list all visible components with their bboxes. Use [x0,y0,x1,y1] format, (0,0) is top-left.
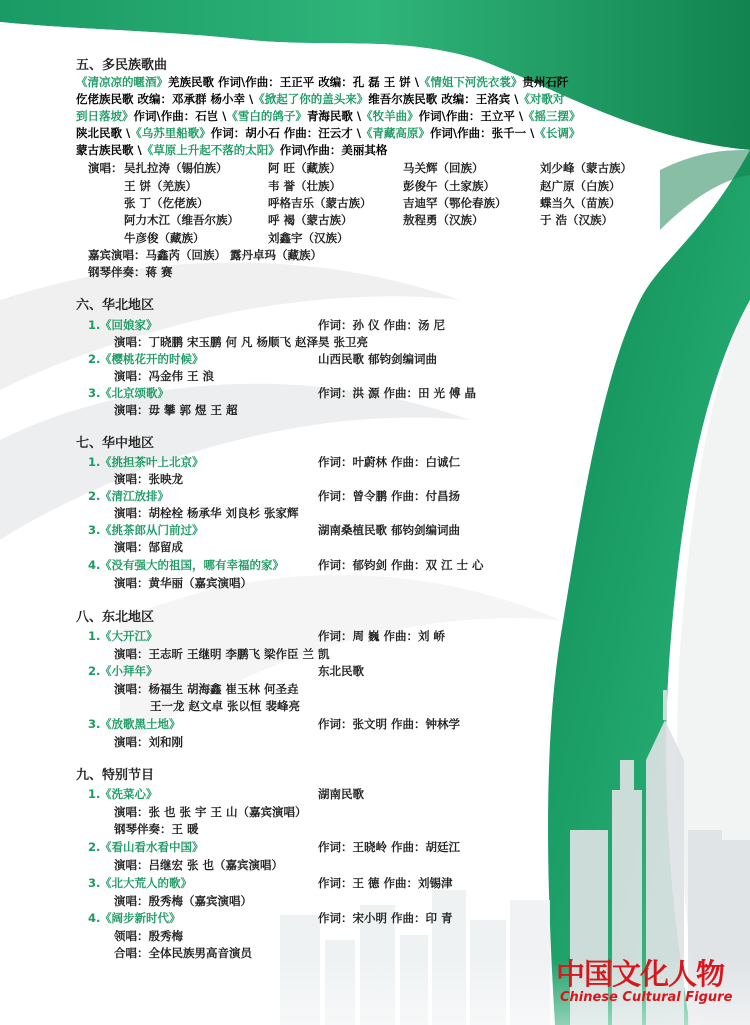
song-credit: 作词：曾令鹏 作曲：付昌扬 [318,489,461,503]
item-number: 3. [88,386,101,400]
singer: 吉迪罕（鄂伦春族） [403,196,507,210]
song-title: 《小拜年》 [100,664,158,678]
song-title: 《看山看水看中国》 [100,840,204,854]
section-title-7: 七、华中地区 [76,436,155,451]
sec5-para-line-5: 蒙古族民歌 \《草原上升起不落的太阳》作词\作曲：美丽其格 [76,143,388,157]
singer: 马关辉（回族） [403,161,484,175]
singer: 阿 旺（藏族） [268,161,342,175]
song-title: 《北京颂歌》 [100,386,169,400]
song-singers: 演唱：吕继宏 张 也（嘉宾演唱） [114,858,284,872]
chorus: 合唱：全体民族男高音演员 [114,946,252,960]
singer: 呼 褐（蒙古族） [268,213,353,227]
item-number: 2. [88,352,101,366]
song-credit: 作词：洪 源 作曲：田 光 傅 晶 [318,386,477,400]
item-number: 4. [88,911,101,925]
item-number: 1. [88,455,101,469]
song-credit: 作词：宋小明 作曲：印 青 [318,911,453,925]
singer: 于 浩（汉族） [540,213,614,227]
song-singers: 演唱：王志昕 王继明 李鹏飞 梁作臣 兰 凯 [114,647,330,661]
song-credit: 山西民歌 郁钧剑编词曲 [318,352,438,366]
song-singers: 演唱：殷秀梅（嘉宾演唱） [114,894,252,908]
song-credit: 作词：郁钧剑 作曲：双 江 士 心 [318,558,484,572]
brand-logo-en: Chinese Cultural Figure [560,990,733,1005]
item-number: 3. [88,717,101,731]
lead-singer: 领唱：殷秀梅 [114,929,183,943]
song-title: 《挑茶郎从门前过》 [100,523,204,537]
item-number: 3. [88,523,101,537]
singer: 牛彦俊（藏族） [124,231,205,245]
sec5-para-line-4: 陕北民歌 \《乌苏里船歌》作词：胡小石 作曲：汪云才 \《青藏高原》作词\作曲：张千一 \《长调》 [76,126,581,140]
item-number: 1. [88,787,101,801]
song-credit: 湖南桑植民歌 郁钧剑编词曲 [318,523,461,537]
singer: 王 饼（羌族） [124,179,198,193]
sec5-para-line-1: 《清凉凉的暱酒》羌族民歌 作词\作曲：王正平 改编：孔 磊 王 饼 \《情姐下河洗衣裳》贵州石阡 [76,75,569,89]
singer: 彭俊午（土家族） [403,179,495,193]
item-number: 2. [88,664,101,678]
song-credit: 作词：孙 仪 作曲：汤 尼 [318,318,446,332]
singers-label: 演唱： [88,161,123,175]
item-number: 1. [88,318,101,332]
song-credit: 东北民歌 [318,664,364,678]
section-title-5: 五、多民族歌曲 [76,58,168,73]
song-singers: 演唱：胡栓栓 杨承华 刘良杉 张家辉 [114,506,299,520]
section-title-8: 八、东北地区 [76,610,155,625]
song-title: 《放歌黑土地》 [100,717,181,731]
song-title: 《大开江》 [100,629,158,643]
item-number: 2. [88,840,101,854]
singer: 赵广原（白族） [540,179,621,193]
song-singers: 演唱：刘和刚 [114,735,183,749]
sec5-para-line-2: 仡佬族民歌 改编：邓承群 杨小幸 \《掀起了你的盖头来》维吾尔族民歌 改编：王洛宾 \《对歌对 [76,92,565,106]
singer: 呼格吉乐（蒙古族） [268,196,372,210]
song-title: 《洗菜心》 [100,787,158,801]
song-singers: 演唱：黄华丽（嘉宾演唱） [114,576,252,590]
section-title-6: 六、华北地区 [76,298,155,313]
singer: 张 丁（仡佬族） [124,196,209,210]
song-singers: 演唱：丁晓鹏 宋玉鹏 何 凡 杨顺飞 赵泽昊 张卫亮 [114,335,369,349]
singer: 敖程勇（汉族） [403,213,484,227]
song-credit: 作词：叶蔚林 作曲：白诚仁 [318,455,461,469]
section-title-9: 九、特别节目 [76,768,155,783]
singer: 吴扎拉涛（锡伯族） [124,161,228,175]
brand-logo: 中国文化人物 [556,957,725,991]
piano-accompaniment: 钢琴伴奏：王 暖 [114,822,199,836]
song-title: 《北大荒人的歌》 [100,876,192,890]
piano-accompaniment: 钢琴伴奏：蒋 赛 [88,265,173,279]
guest-singers: 嘉宾演唱：马鑫芮（回族） 露丹卓玛（藏族） [88,248,323,262]
song-credit: 作词：王 德 作曲：刘锡津 [318,876,453,890]
singer: 蝶当久（苗族） [540,196,621,210]
song-credit: 作词：张文明 作曲：钟林学 [318,717,461,731]
song-title: 《挑担茶叶上北京》 [100,455,204,469]
song-title: 《没有强大的祖国，哪有幸福的家》 [100,558,284,572]
song-credit: 作词：王晓岭 作曲：胡廷江 [318,840,461,854]
song-title: 《清江放排》 [100,489,169,503]
singer: 韦 誉（壮族） [268,179,342,193]
song-credit: 作词：周 巍 作曲：刘 峤 [318,629,446,643]
song-singers: 演唱：毋 攀 郭 煜 王 超 [114,403,238,417]
song-title: 《回娘家》 [100,318,158,332]
singer: 阿力木江（维吾尔族） [124,213,239,227]
song-singers: 演唱：张映龙 [114,472,183,486]
item-number: 3. [88,876,101,890]
song-title: 《樱桃花开的时候》 [100,352,204,366]
song-singers: 演唱：郜留成 [114,540,183,554]
item-number: 1. [88,629,101,643]
song-singers: 演唱：冯金伟 王 浪 [114,369,215,383]
singer: 刘鑫宇（汉族） [268,231,349,245]
item-number: 4. [88,558,101,572]
singer: 刘少峰（蒙古族） [540,161,632,175]
song-title: 《阔步新时代》 [100,911,181,925]
song-singers: 演唱：张 也 张 宇 王 山（嘉宾演唱） [114,805,307,819]
song-singers-cont: 王一龙 赵文卓 张以恒 裴峰亮 [150,699,301,713]
sec5-para-line-3: 到日落坡》作词\作曲：石岂 \《雪白的鸽子》青海民歌 \《牧羊曲》作词\作曲：王立平 \《摇三摆》 [76,109,581,123]
song-credit: 湖南民歌 [318,787,364,801]
song-singers: 演唱：杨福生 胡海鑫 崔玉林 何圣垚 [114,682,299,696]
item-number: 2. [88,489,101,503]
